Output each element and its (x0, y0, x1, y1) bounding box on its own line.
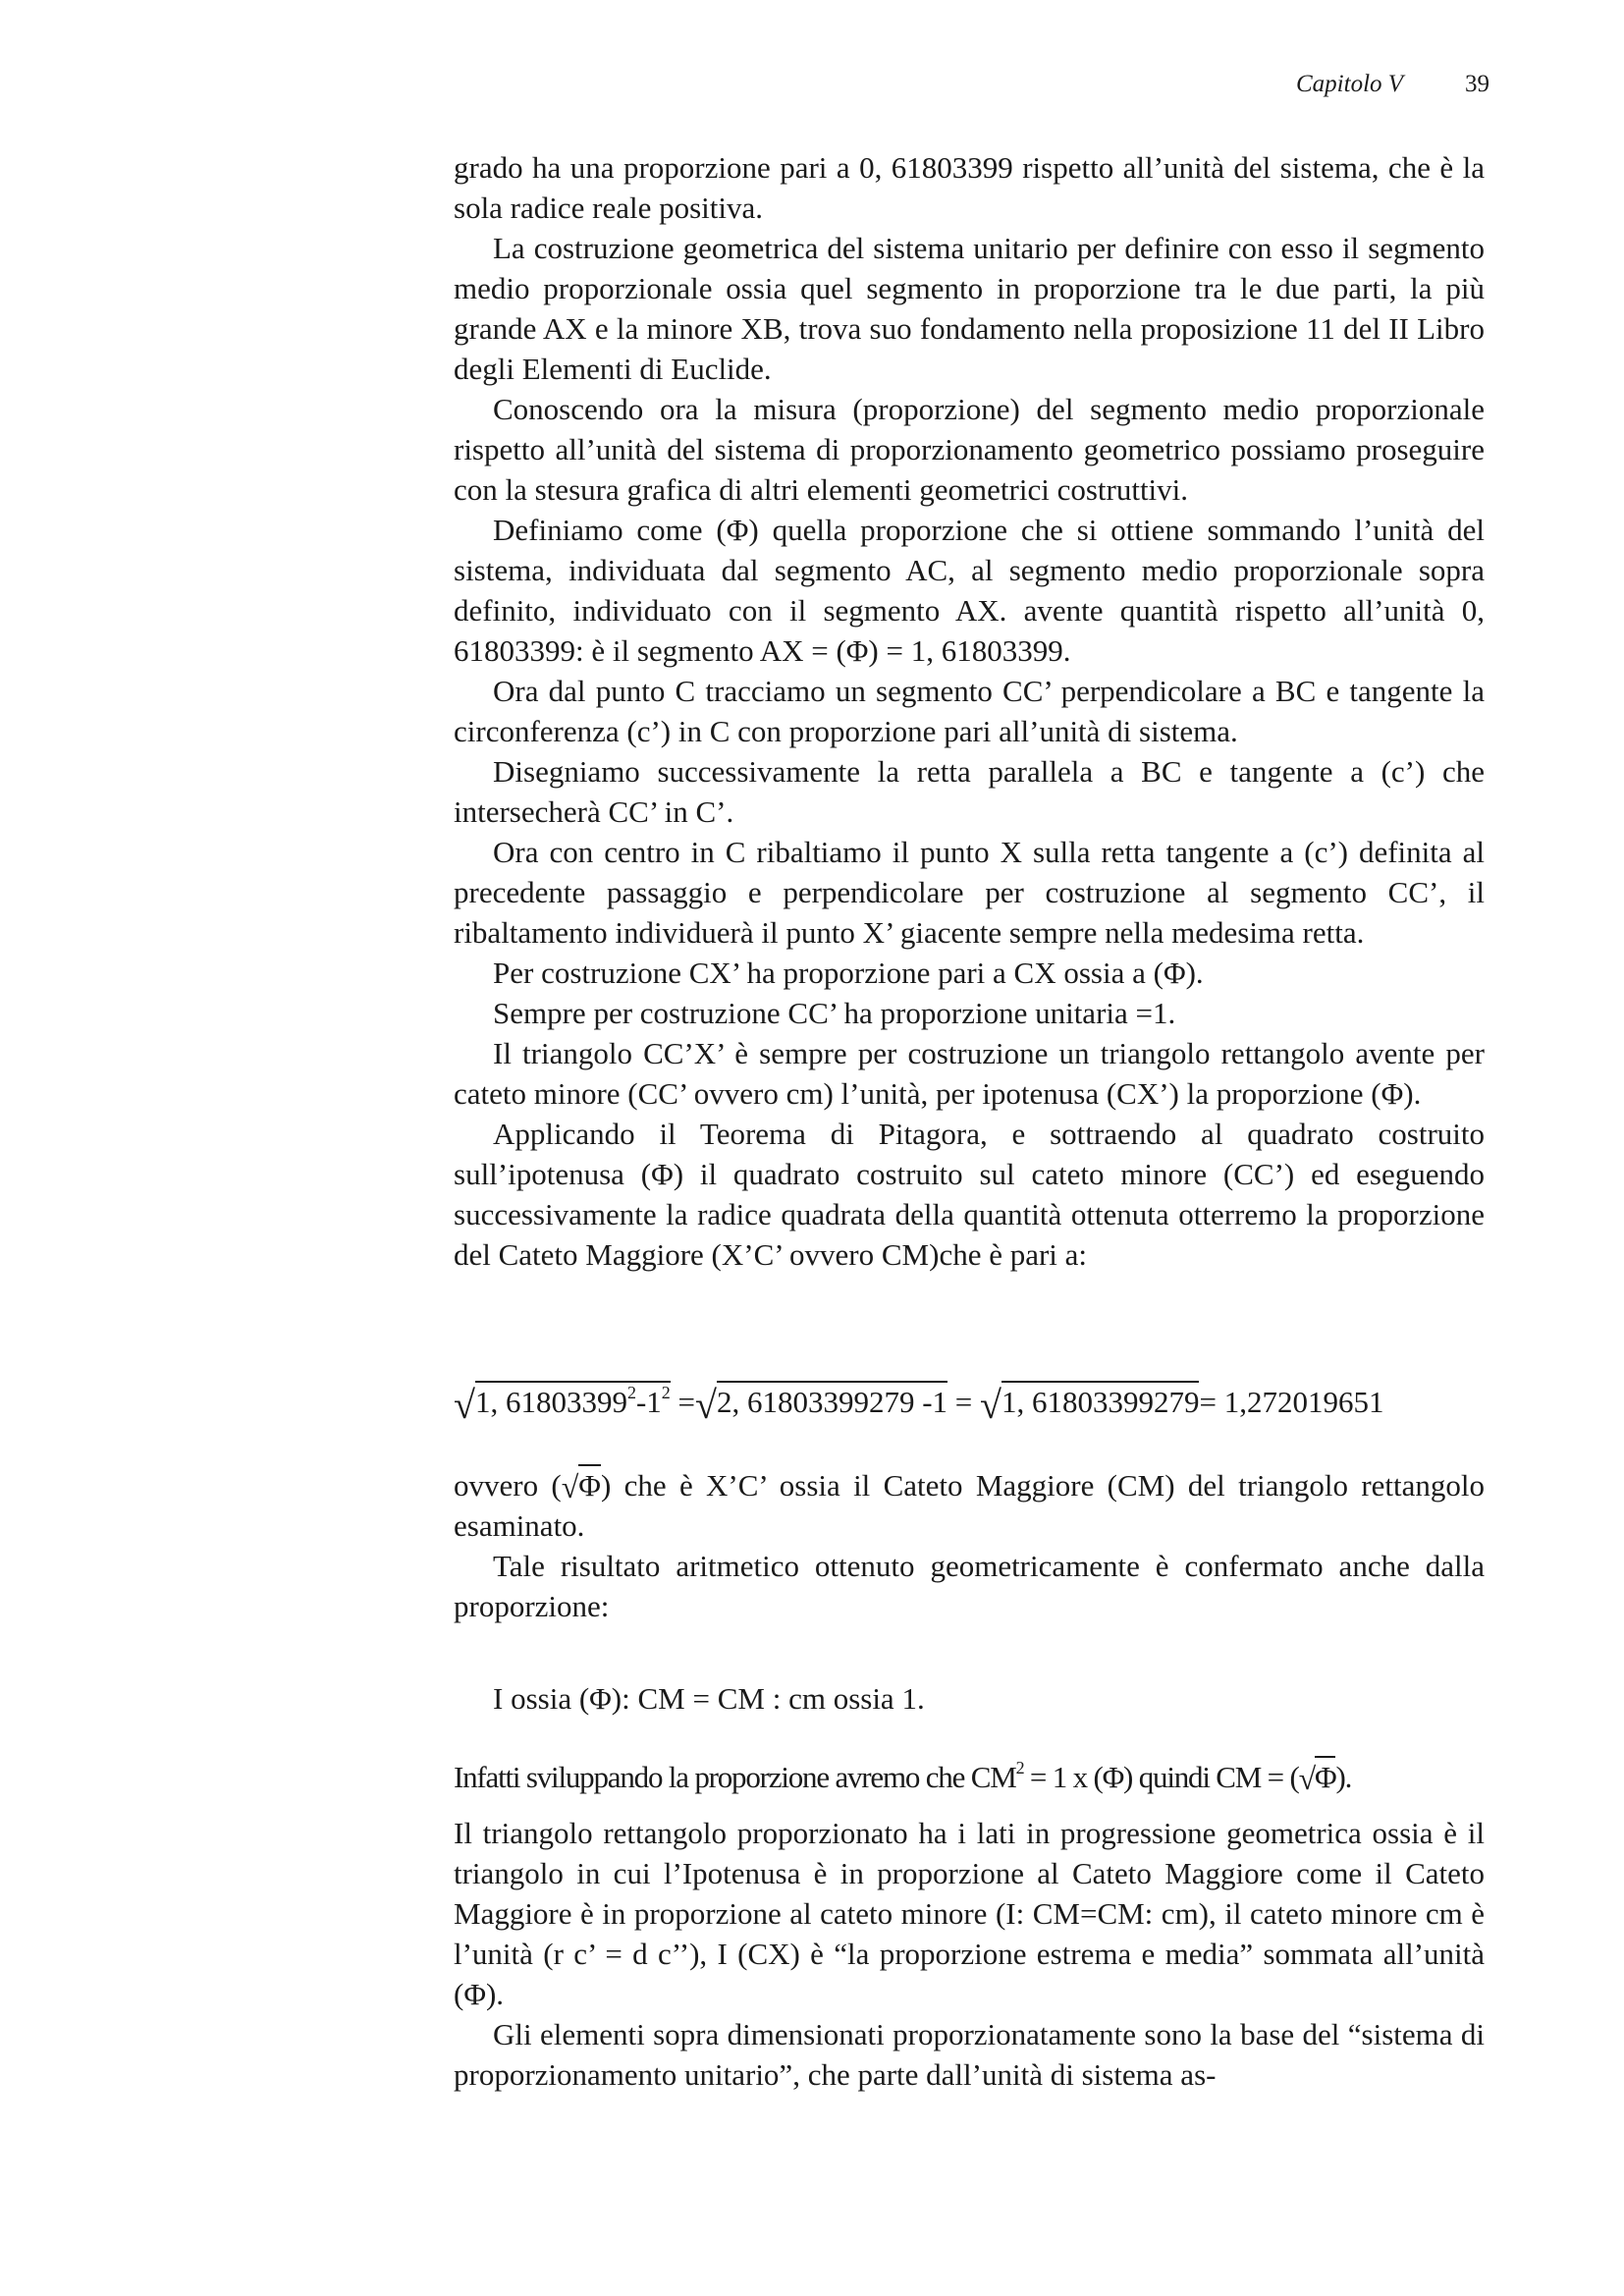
formula-term: 1, 61803399 (474, 1385, 627, 1419)
sqrt-symbol: √ (561, 1469, 579, 1504)
infatti-line (454, 1758, 1351, 1795)
page-number: 39 (1465, 71, 1489, 97)
paragraph: grado ha una proporzione pari a 0, 61803399 rispetto all’unità del sistema, che è la sola radice reale positiva. (454, 150, 1485, 225)
formula-term: 1, 61803399279 (1001, 1381, 1200, 1419)
pythagoras-formula (454, 1383, 1494, 1438)
formula-term: -1 (635, 1385, 662, 1419)
sqrt-symbol: √ (454, 1383, 475, 1427)
paragraph: Tale risultato aritmetico ottenuto geometricamente è confermato anche dalla proporzione: (454, 1549, 1485, 1623)
paragraph: Il triangolo rettangolo proporzionato ha i lati in progressione geometrica ossia è il triangolo in cui l’Ipotenusa è in proporzione al Cateto Maggiore come il Cateto Maggiore è in proporzione al cateto minore (I: CM=CM: cm), il cateto minore cm è l’unità (r c’ = d c’’), I (CX) è “la proporzione estrema e media” sommata all’unità (Φ). (454, 1816, 1485, 2011)
body-text-block-2 (454, 1465, 1485, 1626)
formula-exponent: 2 (626, 1383, 636, 1402)
paragraph: La costruzione geometrica del sistema unitario per definire con esso il segmento medio proporzionale ossia quel segmento in proporzione tra le due parti, la più grande AX e la minore XB, trova suo fondamento nella proposizione 11 del II Libro degli Elementi di Euclide. (454, 231, 1485, 386)
text-run: Infatti sviluppando la proporzione avremo che CM (454, 1760, 1016, 1794)
text-run: ). (1335, 1760, 1352, 1794)
sqrt-symbol: √ (980, 1383, 1001, 1427)
sqrt-symbol: √ (1298, 1761, 1316, 1796)
paragraph: Ora con centro in C ribaltiamo il punto X sulla retta tangente a (c’) definita al precedente passaggio e perpendicolare per costruzione al segmento CC’, il ribaltamento individuerà il punto X’ giacente sempre nella medesima retta. (454, 835, 1485, 950)
exponent: 2 (1015, 1758, 1024, 1777)
paragraph: Sempre per costruzione CC’ ha proporzione unitaria =1. (493, 996, 1176, 1030)
phi-symbol: Φ (578, 1464, 601, 1503)
sqrt-phi (1299, 1760, 1336, 1795)
paragraph: Il triangolo CC’X’ è sempre per costruzione un triangolo rettangolo avente per cateto minore (CC’ ovvero cm) l’unità, per ipotenusa (CX’) la proporzione (Φ). (454, 1036, 1485, 1111)
body-text-block-3 (454, 1813, 1485, 2095)
text-run: ) che è X’C’ ossia il Cateto Maggiore (CM) del triangolo rettangolo esaminato. (454, 1468, 1485, 1543)
paragraph: Definiamo come (Φ) quella proporzione che si ottiene sommando l’unità del sistema, individuata dal segmento AC, al segmento medio proporzionale sopra definito, individuato con il segmento AX. avente quantità rispetto all’unità 0, 61803399: è il segmento AX = (Φ) = 1, 61803399. (454, 513, 1485, 668)
paragraph: Ora dal punto C tracciamo un segmento CC’ perpendicolare a BC e tangente la circonferenza (c’) in C con proporzione pari all’unità di sistema. (454, 674, 1485, 748)
radical-1 (454, 1383, 671, 1425)
text-run: ovvero ( (454, 1468, 562, 1503)
paragraph: Per costruzione CX’ ha proporzione pari a CX ossia a (Φ). (493, 956, 1204, 990)
radical-3 (980, 1385, 1199, 1425)
paragraph: Disegniamo successivamente la retta parallela a BC e tangente a (c’) che intersecherà CC’ in C’. (454, 754, 1485, 829)
formula-result: 1,272019651 (1223, 1385, 1384, 1419)
proportion-line: I ossia (Φ): CM = CM : cm ossia 1. (493, 1681, 925, 1716)
equals-sign: = (677, 1385, 696, 1419)
sqrt-phi (562, 1465, 601, 1505)
body-text-block-1 (454, 147, 1485, 1275)
chapter-title: Capitolo V (1296, 71, 1404, 97)
phi-symbol: Φ (1315, 1756, 1335, 1794)
equals-sign: = (1199, 1385, 1217, 1419)
radical-2 (695, 1385, 947, 1425)
paragraph (454, 1465, 1485, 1546)
sqrt-symbol: √ (695, 1383, 717, 1427)
paragraph: Applicando il Teorema di Pitagora, e sottraendo al quadrato costruito sull’ipotenusa (Φ) il quadrato costruito sul cateto minore (CC’) ed eseguendo successivamente la radice quadrata della quantità ottenuta otterremo la proporzione del Cateto Maggiore (X’C’ ovvero CM)che è pari a: (454, 1117, 1485, 1272)
formula-exponent: 2 (661, 1383, 671, 1402)
equals-sign: = (954, 1385, 973, 1419)
formula-term: 2, 61803399279 -1 (717, 1381, 947, 1419)
text-run: = 1 x (Φ) quindi CM = ( (1023, 1760, 1299, 1794)
paragraph: Gli elementi sopra dimensionati proporzionatamente sono la base del “sistema di proporzionamento unitario”, che parte dall’unità di sistema as- (454, 2017, 1485, 2092)
paragraph: Conoscendo ora la misura (proporzione) del segmento medio proporzionale rispetto all’unità del sistema di proporzionamento geometrico possiamo proseguire con la stesura grafica di altri elementi geometrici costruttivi. (454, 392, 1485, 507)
